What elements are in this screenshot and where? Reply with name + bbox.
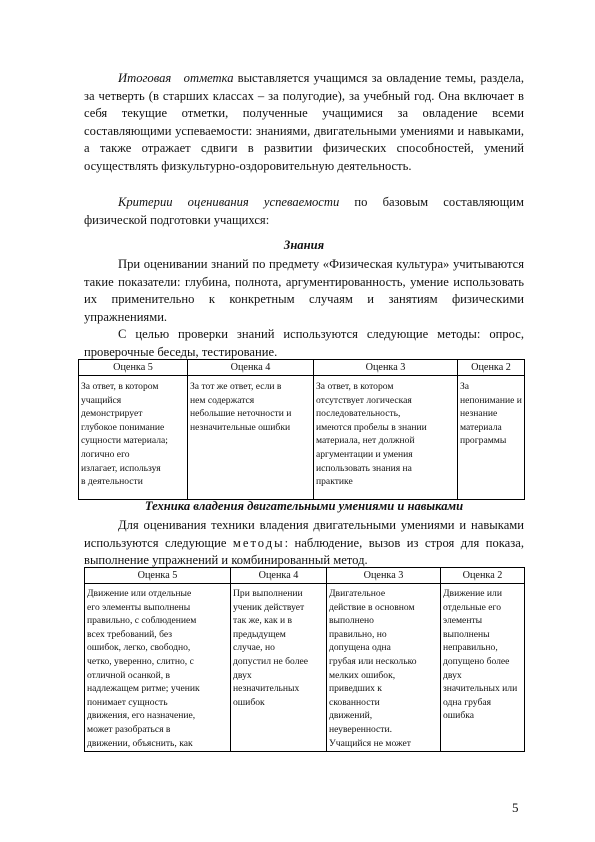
cell-line: незначительные ошибки (190, 421, 291, 433)
cell-line: незнание (460, 408, 498, 420)
cell-line: понимает сущность (87, 696, 168, 708)
cell-line: выполнено (329, 615, 374, 627)
technique-heading: Техника владения двигательными умениями и навыками (144, 499, 464, 513)
header-grade-5: Оценка 5 (79, 360, 188, 376)
cell-line: материала (460, 421, 502, 433)
technique-text-1: Для оценивания техники владения двигательными умениями и навыками используются следующие (84, 518, 524, 550)
cell-line: правильно, но (329, 628, 387, 640)
cell-line: отсутствует логическая (316, 394, 412, 406)
cell-line: элементы (443, 615, 483, 627)
header-grade-4: Оценка 4 (188, 360, 314, 376)
cell-line: мелких ошибок, (329, 669, 396, 681)
cell-line: практике (316, 476, 353, 488)
cell-line: учащийся (81, 394, 122, 406)
cell-grade-3 (327, 584, 441, 752)
knowledge-heading: Знания (283, 238, 325, 252)
cell-line: небольшие неточности и (190, 408, 292, 420)
cell-line: незначительных (233, 683, 300, 695)
cell-line: движения, его назначение, (87, 710, 196, 722)
cell-line: неуверенности. (329, 723, 393, 735)
cell-line: всех требований, без (87, 628, 172, 640)
cell-line: За тот же ответ, если в (190, 381, 282, 392)
table-header-row (85, 568, 525, 584)
cell-line: в деятельности (81, 476, 143, 488)
knowledge-paragraph-1: При оценивании знаний по предмету «Физическая культура» учитываются такие показатели: глубина, полнота, аргументированность, умение использовать их применительно к конкретным случаям и занятиям физическими упражнениями. (84, 257, 524, 324)
cell-line: ошибка (443, 710, 474, 722)
cell-grade-3 (314, 376, 458, 500)
cell-line: глубокое понимание (81, 421, 165, 433)
table-header-row (79, 360, 525, 376)
cell-line: допустил не более (233, 655, 309, 667)
cell-line: случае, но (233, 642, 275, 654)
technique-grading-table (84, 567, 525, 752)
cell-line: материала, нет должной (316, 435, 415, 447)
cell-line: демонстрирует (81, 408, 143, 420)
page-number: 5 (512, 800, 519, 815)
header-grade-5: Оценка 5 (85, 568, 231, 584)
intro-paragraph (84, 70, 524, 176)
cell-line: четко, уверенно, слитно, с (87, 655, 194, 667)
cell-line: отдельные его (443, 601, 502, 613)
intro-term-2: отметка (183, 71, 234, 85)
cell-line: Учащийся не может (329, 737, 411, 749)
cell-grade-2 (458, 376, 525, 500)
cell-line: непонимание и (460, 394, 522, 406)
cell-line: неправильно, (443, 642, 498, 654)
cell-line: Движение или (443, 588, 502, 599)
cell-line: нем содержатся (190, 394, 255, 406)
cell-line: значительных или (443, 683, 518, 695)
cell-line: использовать знания на (316, 462, 412, 474)
header-grade-3: Оценка 3 (314, 360, 458, 376)
criteria-term: Критерии оценивания успеваемости (118, 195, 340, 209)
knowledge-paragraph-2: С целью проверки знаний используются следующие методы: опрос, проверочные беседы, тестирование. (84, 327, 524, 359)
technique-methods-word: методы (232, 535, 285, 550)
cell-line: излагает, используя (81, 462, 161, 474)
cell-line: движений, (329, 710, 373, 722)
table-row (85, 584, 525, 752)
criteria-paragraph (84, 194, 524, 229)
cell-grade-5 (79, 376, 188, 500)
cell-line: движении, объяснить, как (87, 737, 193, 749)
cell-line: имеются пробелы в знании (316, 421, 427, 433)
cell-line: За ответ, в котором (316, 381, 394, 392)
cell-line: аргументации и умения (316, 448, 413, 460)
cell-line: Двигательное (329, 588, 386, 599)
cell-grade-4 (231, 584, 327, 752)
cell-line: последовательность, (316, 408, 401, 420)
cell-grade-4 (188, 376, 314, 500)
cell-line: его элементы выполнены (87, 601, 191, 613)
cell-line: так же, как и в (233, 615, 293, 627)
cell-line: ошибок, легко, свободно, (87, 642, 191, 654)
cell-line: правильно, с соблюдением (87, 615, 197, 627)
technique-text-2: : наблюдение, вызов из строя для показа, выполнение упражнений и комбинированный метод. (84, 535, 524, 568)
criteria-text: по базовым составляющим физической подготовки учащихся: (84, 195, 524, 227)
cell-line: предыдущем (233, 628, 286, 640)
cell-line: скованности (329, 696, 380, 708)
cell-line: выполнены (443, 628, 490, 640)
cell-line: двух (233, 669, 252, 681)
cell-line: допущено более (443, 655, 510, 667)
cell-line: За (460, 381, 470, 392)
cell-line: надлежащем ритме; ученик (87, 683, 200, 695)
cell-line: ученик действует (233, 601, 305, 613)
cell-line: двух (443, 669, 462, 681)
cell-grade-2 (441, 584, 525, 752)
cell-line: может разобраться в (87, 723, 171, 735)
intro-text: выставляется учащимся за овладение темы, раздела, за четверть (в старших классах – за полугодие), за учебный год. Она включает в себя текущие отметки, полученные учащимися за овладение всеми составляющими успеваемости: знаниями, двигательными умениями и навыками, а также отражает сдвиги в развитии физических способностей, умений осуществлять физкультурно-оздоровительную деятельность. (84, 71, 524, 173)
cell-line: За ответ, в котором (81, 381, 159, 392)
cell-line: Движение или отдельные (87, 588, 192, 599)
cell-line: действие в основном (329, 601, 415, 613)
cell-line: При выполнении (233, 588, 303, 599)
intro-term-1: Итоговая (118, 71, 172, 85)
knowledge-grading-table (78, 359, 525, 500)
cell-line: программы (460, 435, 507, 447)
header-grade-2: Оценка 2 (458, 360, 525, 376)
cell-line: ошибок (233, 696, 265, 708)
cell-line: приведших к (329, 683, 382, 695)
table-row (79, 376, 525, 500)
cell-line: одна грубая (443, 696, 492, 708)
cell-grade-5 (85, 584, 231, 752)
cell-line: логично его (81, 448, 130, 460)
cell-line: отличной осанкой, в (87, 669, 171, 681)
cell-line: грубая или несколько (329, 655, 417, 667)
header-grade-2: Оценка 2 (441, 568, 525, 584)
cell-line: сущности материала; (81, 435, 168, 447)
header-grade-3: Оценка 3 (327, 568, 441, 584)
header-grade-4: Оценка 4 (231, 568, 327, 584)
cell-line: допущена одна (329, 642, 391, 654)
technique-paragraph (84, 517, 524, 570)
